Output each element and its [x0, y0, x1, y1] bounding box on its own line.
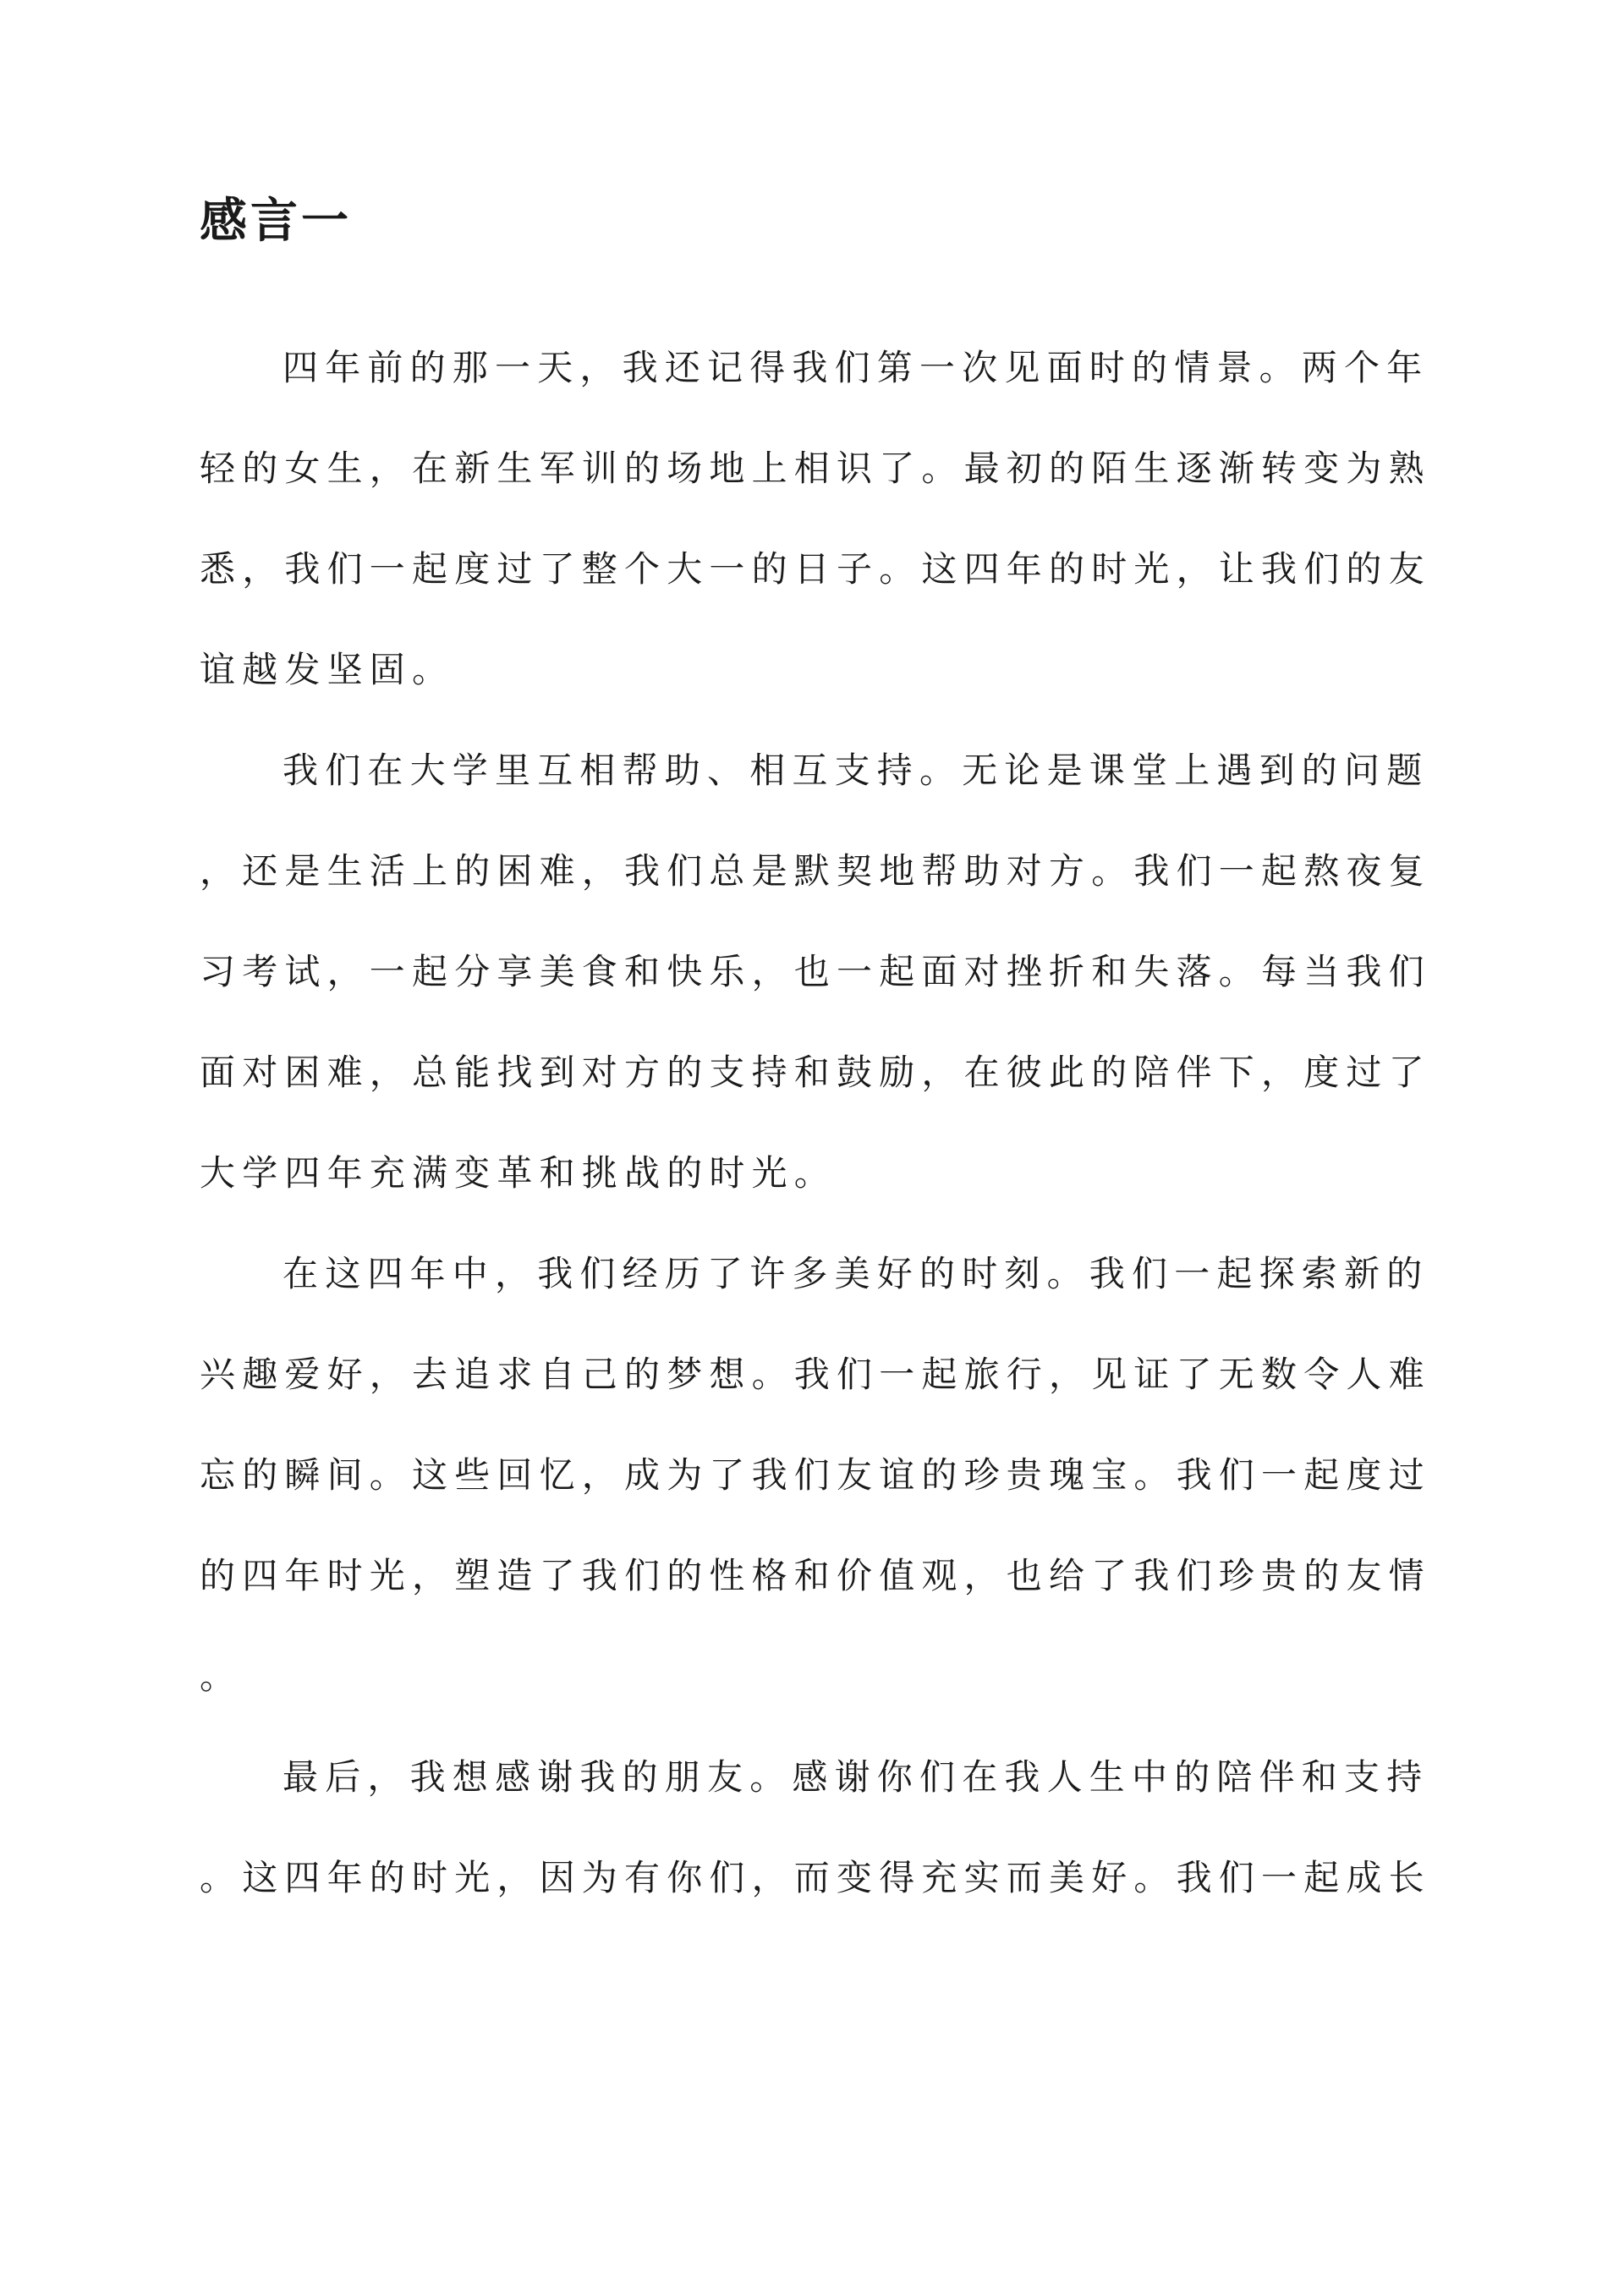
paragraph-line: 四年前的那一天，我还记得我们第一次见面时的情景。两个年: [283, 347, 1429, 388]
paragraph-line: 我们在大学里互相帮助、相互支持。无论是课堂上遇到的问题: [283, 750, 1429, 791]
document-page: [200, 188, 1431, 1951]
paragraph-line: 最后，我想感谢我的朋友。感谢你们在我人生中的陪伴和支持: [283, 1756, 1429, 1798]
paragraph-line: 在这四年中，我们经历了许多美好的时刻。我们一起探索新的: [283, 1253, 1429, 1294]
paragraph-2: [200, 743, 1431, 1246]
paragraph-line: 忘的瞬间。这些回忆，成为了我们友谊的珍贵瑰宝。我们一起度过: [200, 1454, 1431, 1496]
paragraph-3: [200, 1246, 1431, 1749]
paragraph-line: 面对困难，总能找到对方的支持和鼓励，在彼此的陪伴下，度过了: [200, 1052, 1431, 1093]
paragraph-line: 习考试，一起分享美食和快乐，也一起面对挫折和失落。每当我们: [200, 951, 1431, 992]
paragraph-line: 的四年时光，塑造了我们的性格和价值观，也给了我们珍贵的友情: [200, 1555, 1431, 1596]
paragraph-line: 谊越发坚固。: [200, 649, 455, 690]
document-title: 感言一: [200, 194, 352, 249]
paragraph-line: 大学四年充满变革和挑战的时光。: [200, 1152, 837, 1194]
paragraph-line: 。: [200, 1656, 243, 1697]
paragraph-line: 。这四年的时光，因为有你们，而变得充实而美好。我们一起成长: [200, 1857, 1431, 1898]
paragraph-line: 兴趣爱好，去追求自己的梦想。我们一起旅行，见证了无数令人难: [200, 1354, 1431, 1395]
paragraph-4: [200, 1749, 1431, 1951]
paragraph-line: 轻的女生，在新生军训的场地上相识了。最初的陌生逐渐转变为熟: [200, 448, 1431, 489]
paragraph-1: [200, 340, 1431, 743]
paragraph-line: 悉，我们一起度过了整个大一的日子。这四年的时光，让我们的友: [200, 548, 1431, 590]
paragraph-line: ，还是生活上的困难，我们总是默契地帮助对方。我们一起熬夜复: [200, 850, 1431, 892]
